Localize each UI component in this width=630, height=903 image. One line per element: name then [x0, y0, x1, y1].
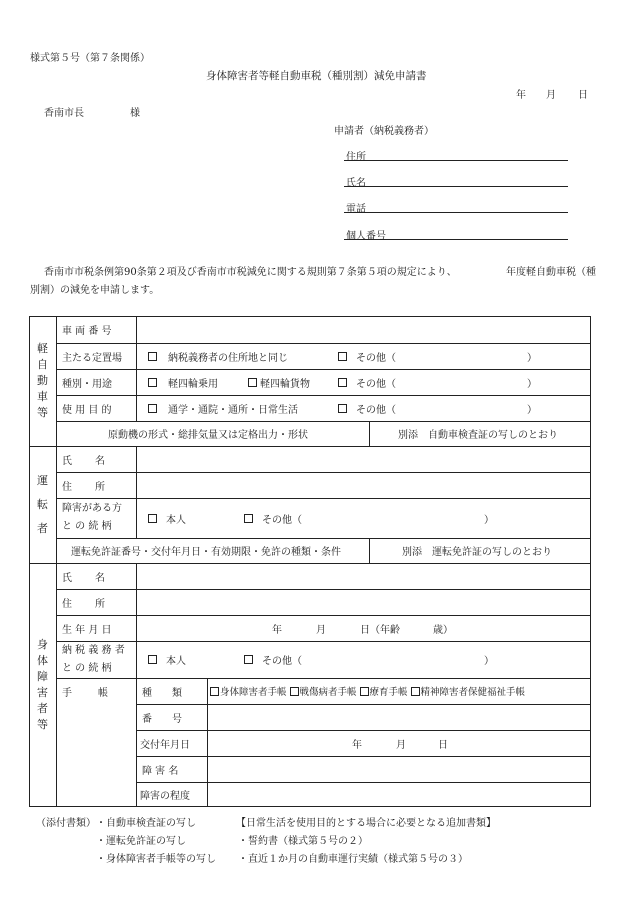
issue-month: 月 — [396, 739, 406, 751]
birth-day: 日（年齢 — [360, 624, 400, 636]
checkbox-icon[interactable] — [148, 352, 157, 361]
statement-line1-end: 年度軽自動車税（種 — [506, 267, 596, 278]
applicant-phone-label: 電話 — [346, 204, 366, 215]
driver-name-label: 氏 名 — [62, 455, 106, 467]
license-value: 別添 運転免許証の写しのとおり — [402, 547, 552, 558]
birth-month: 月 — [316, 624, 326, 636]
attachments-label: （添付書類） — [36, 818, 96, 829]
date-year: 年 — [516, 90, 526, 101]
number-field[interactable] — [208, 705, 590, 730]
driver-relation-opt1[interactable]: 本人 — [148, 498, 186, 538]
addressee: 香南市長 — [44, 108, 84, 119]
driver-relation-label: 障害がある方 と の 続 柄 — [62, 503, 122, 532]
disabled-name-field[interactable] — [137, 564, 590, 589]
attachment-item: ・運転免許証の写し — [96, 836, 186, 847]
spec-value: 別添 自動車検査証の写しのとおり — [398, 430, 558, 441]
driver-name-field[interactable] — [137, 447, 590, 472]
kind-options: 身体障害者手帳 戦傷病者手帳 療育手帳 精神障害者保健福祉手帳 — [210, 678, 525, 704]
degree-field[interactable] — [208, 783, 590, 807]
checkbox-icon[interactable] — [148, 514, 157, 523]
applicant-address-label: 住所 — [346, 152, 366, 163]
usage-close: ） — [527, 378, 537, 390]
form-number: 様式第５号（第７条関係） — [30, 53, 150, 64]
license-label: 運転免許証番号・交付年月日・有効期限・免許の種類・条件 — [71, 547, 341, 558]
checkbox-icon[interactable] — [244, 514, 253, 523]
section-disabled: 身 体 障 害 者 等 — [37, 638, 48, 731]
date-month: 月 — [546, 90, 556, 101]
extra-heading: 【日常生活を使用目的とする場合に必要となる追加書類】 — [236, 818, 496, 829]
garage-label: 主たる定置場 — [62, 352, 122, 364]
applicant-name-field[interactable] — [344, 186, 568, 187]
plate-field[interactable] — [137, 317, 590, 343]
honorific: 様 — [130, 108, 140, 119]
checkbox-icon[interactable] — [148, 655, 157, 664]
purpose-opt1[interactable]: 通学・通院・通所・日常生活 — [148, 395, 298, 421]
applicant-address-field[interactable] — [344, 160, 568, 161]
driver-address-field[interactable] — [137, 473, 590, 498]
statement-line2: 別割）の減免を申請します。 — [30, 285, 160, 296]
purpose-close: ） — [527, 404, 537, 416]
applicant-name-label: 氏名 — [346, 178, 366, 189]
usage-label: 種別・用途 — [62, 378, 112, 390]
garage-close: ） — [527, 352, 537, 364]
checkbox-icon[interactable] — [411, 687, 420, 696]
extra-item: ・直近１か月の自動車運行実績（様式第５号の３） — [238, 854, 468, 865]
checkbox-icon[interactable] — [148, 378, 157, 387]
applicant-id-label: 個人番号 — [346, 231, 386, 242]
disabled-address-label: 住 所 — [62, 598, 106, 610]
birth-age: 歳） — [433, 624, 453, 636]
checkbox-icon[interactable] — [148, 404, 157, 413]
issue-day: 日 — [438, 739, 448, 751]
driver-relation-opt2[interactable]: その他（ — [244, 498, 302, 538]
issue-label: 交付年月日 — [140, 739, 190, 751]
spec-label: 原動機の形式・総排気量又は定格出力・形状 — [108, 430, 308, 441]
disabled-relation-opt2[interactable]: その他（ — [244, 641, 302, 678]
applicant-heading: 申請者（納税義務者） — [334, 126, 434, 137]
attachment-item: ・自動車検査証の写し — [96, 818, 196, 829]
birth-year: 年 — [272, 624, 282, 636]
usage-opt2[interactable]: 軽四輪貨物 — [248, 369, 310, 395]
birth-label: 生 年 月 日 — [62, 624, 112, 636]
issue-year: 年 — [352, 739, 362, 751]
handbook-label: 手 帳 — [62, 687, 110, 699]
section-vehicle: 軽 自 動 車 等 — [37, 342, 48, 419]
disabled-relation-label: 納 税 義 務 者 と の 続 柄 — [62, 645, 125, 674]
checkbox-icon[interactable] — [338, 378, 347, 387]
checkbox-icon[interactable] — [248, 378, 257, 387]
kind-label: 種 類 — [142, 687, 182, 699]
checkbox-icon[interactable] — [360, 687, 369, 696]
checkbox-icon[interactable] — [338, 404, 347, 413]
attachment-item: ・身体障害者手帳等の写し — [96, 854, 216, 865]
checkbox-icon[interactable] — [210, 687, 219, 696]
purpose-opt2[interactable]: その他（ — [338, 395, 396, 421]
section-driver: 運 転 者 — [37, 473, 48, 535]
driver-address-label: 住 所 — [62, 481, 106, 493]
garage-opt2[interactable]: その他（ — [338, 343, 396, 369]
disabled-address-field[interactable] — [137, 590, 590, 615]
disability-field[interactable] — [208, 757, 590, 782]
disabled-relation-opt1[interactable]: 本人 — [148, 641, 186, 678]
disabled-name-label: 氏 名 — [62, 572, 106, 584]
form-title: 身体障害者等軽自動車税（種別割）減免申請書 — [206, 70, 427, 82]
checkbox-icon[interactable] — [290, 687, 299, 696]
disability-label: 障 害 名 — [142, 765, 179, 777]
purpose-label: 使 用 目 的 — [62, 404, 112, 416]
driver-relation-close: ） — [484, 514, 494, 526]
applicant-id-field[interactable] — [344, 239, 568, 240]
statement-line1: 香南市市税条例第90条第２項及び香南市市税減免に関する規則第７条第５項の規定により、 — [44, 267, 457, 278]
date-day: 日 — [578, 90, 588, 101]
degree-label: 障害の程度 — [140, 791, 190, 802]
number-label: 番 号 — [142, 713, 182, 725]
checkbox-icon[interactable] — [338, 352, 347, 361]
applicant-phone-field[interactable] — [344, 212, 568, 213]
checkbox-icon[interactable] — [244, 655, 253, 664]
usage-opt3[interactable]: その他（ — [338, 369, 396, 395]
garage-opt1[interactable]: 納税義務者の住所地と同じ — [148, 343, 288, 369]
usage-opt1[interactable]: 軽四輪乗用 — [148, 369, 218, 395]
plate-label: 車 両 番 号 — [62, 326, 112, 337]
disabled-relation-close: ） — [484, 656, 494, 667]
extra-item: ・誓約書（様式第５号の２） — [238, 836, 368, 847]
